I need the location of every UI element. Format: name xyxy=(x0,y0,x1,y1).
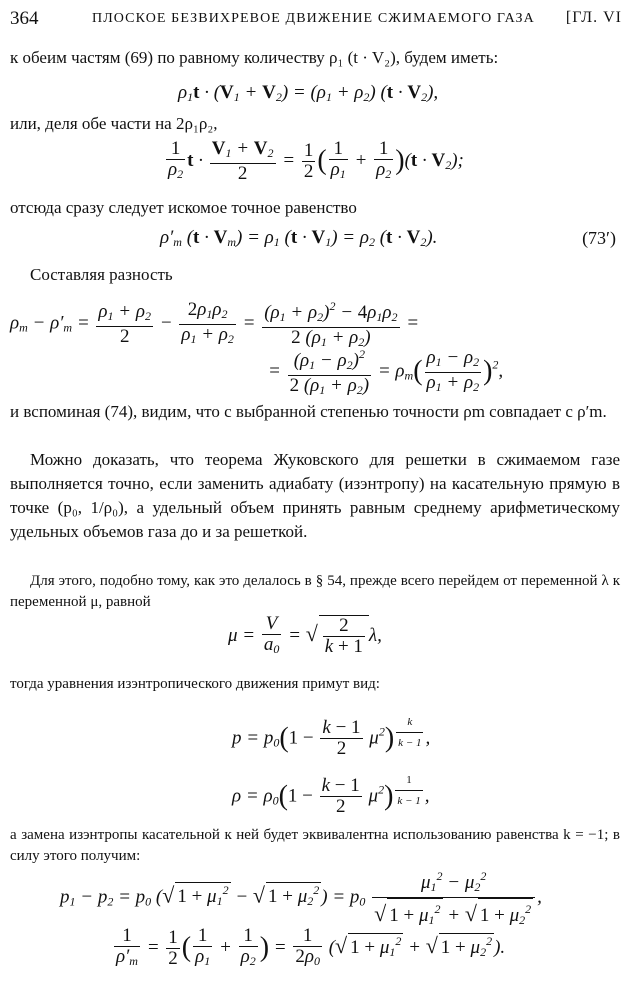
equation-1: $\rho_1t \cdot (V_1 + V_2) = (\rho_1 + \rho_2) (t \cdot V_2)$, xyxy=(178,82,439,104)
equation-73prime: $\rho'_m$ $(t \cdot V_m) = \rho_1$ $(t \cdot V_1) = \rho_2$ $(t \cdot V_2)$. xyxy=(160,227,438,249)
paragraph-5: и вспоминая (74), видим, что с выбранной степенью точности ρm совпадает с ρ′m. xyxy=(10,402,607,421)
paragraph-4: Составляя разность xyxy=(30,265,173,284)
paragraph-6: Можно доказать, что теорема Жуковского для решетки в сжимаемом газе выполняется точно, если заменить адиабату (изэнтропу) на касательную прямую в точке (p₀, 1/ρ₀), а удельный объем принять равным среднему арифметическому удельных объемов газа до и за решеткой. xyxy=(10,450,620,541)
running-title: ПЛОСКОЕ БЕЗВИХРЕВОЕ ДВИЖЕНИЕ СЖИМАЕМОГО ГАЗА xyxy=(92,11,535,26)
equation-difference-1: $\rho_m - \rho'_m$ = $\frac{\rho_1 + \rho_2}{2}$ − $\frac{2\rho_1\rho_2}{\rho_1 + \rho_2}$ = $\frac{(\rho_1 + \rho_2)^2 - 4\rho_1\rho_2}{2 (\rho_1 + \rho_2)}$ = xyxy=(10,296,419,352)
paragraph-7: Для этого, подобно тому, как это делалось в § 54, прежде всего перейдем от переменной λ к переменной μ, равной xyxy=(10,573,620,610)
equation-difference-2: = $\frac{(\rho_1 - \rho_2)^2}{2 (\rho_1 + \rho_2)}$ = $\rho_m$( $\frac{\rho_1 - \rho_2}{\rho_1 + \rho_2}$ )$^2$, xyxy=(268,344,503,400)
equation-2: $\frac{1}{\rho_2}$ t · $\frac{V_1 + V_2}{2}$ = $\frac{1}{2}$ ( $\frac{1}{\rho_1}$ + $\frac{1}{\rho_2}$ )$(t \cdot V_2)$; xyxy=(168,138,464,184)
equation-number: (73′) xyxy=(582,228,616,248)
equation-mu: μ = $\frac{V}{a_0}$ = √ $\frac{2}{k + 1}$ λ, xyxy=(228,613,382,657)
paragraph-2: или, деля обе части на 2ρ₁ρ₂, xyxy=(10,114,218,133)
page-number: 364 xyxy=(10,8,39,29)
chapter-label: [ГЛ. VI xyxy=(565,9,622,26)
equation-pressure-difference: $p_1 - p_2 = p_0$ (√ $1 + \mu_1^2$ − √ $1 + \mu_2^2$ ) = $p_0$ $\frac{\mu_1^2 - \mu_2^2}{√ 1 + \mu_1^2 + √ 1 + \mu_2^2}$ , xyxy=(60,866,542,930)
equation-density: $\rho = \rho_0(1$ − $\frac{k - 1}{2}$ $\mu^2$) $^{\frac{1}{k - 1}}$ , xyxy=(232,770,429,817)
equation-pressure: $p = p_0(1$ − $\frac{k - 1}{2}$ $\mu^2$) $^{\frac{k}{k - 1}}$ , xyxy=(232,712,430,759)
running-header xyxy=(10,8,622,34)
paragraph-3: отсюда сразу следует искомое точное равенство xyxy=(10,198,357,217)
paragraph-9: а замена изэнтропы касательной к ней будет эквивалентна использованию равенства k = −1; в силу этого получим: xyxy=(10,827,620,864)
paragraph-1: к обеим частям (69) по равному количеству ρ₁ (t · V₂), будем иметь: xyxy=(10,48,499,67)
paragraph-8: тогда уравнения изэнтропического движения примут вид: xyxy=(10,676,380,692)
equation-inverse-density: $\frac{1}{\rho'_m}$ = $\frac{1}{2}$ ( $\frac{1}{\rho_1}$ + $\frac{1}{\rho_2}$ ) = $\frac{1}{2\rho_0}$ (√ $1 + \mu_1^2$ + √ $1 + \mu_2^2$ ). xyxy=(116,925,506,969)
